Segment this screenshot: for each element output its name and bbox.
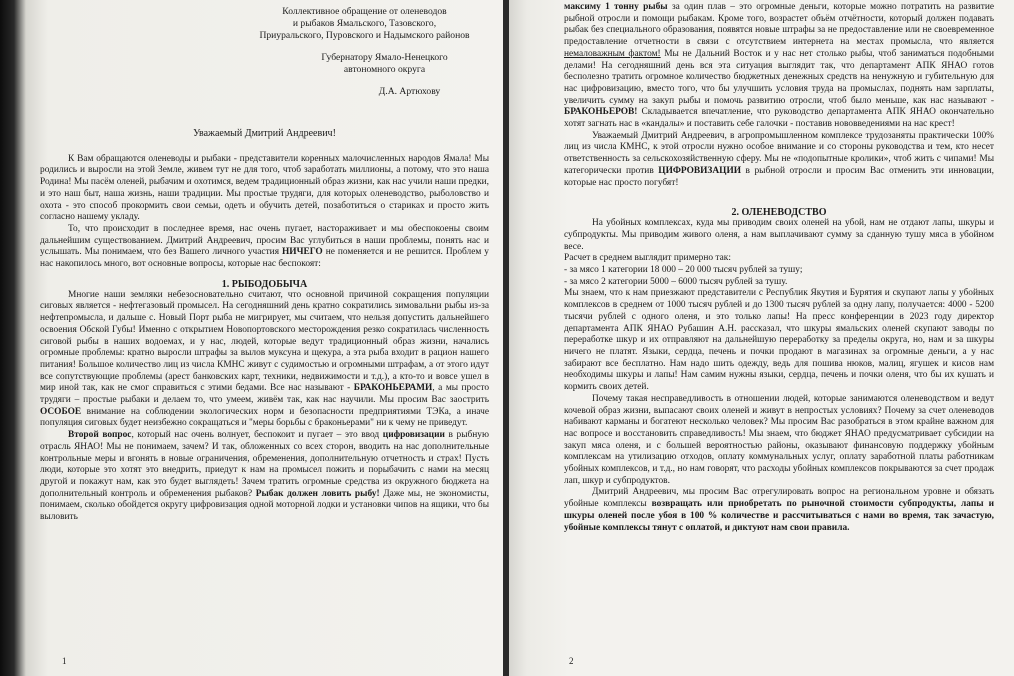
fishing-paragraph-2: Второй вопрос, который нас очень волнует, беспокоит и пугает – это ввод цифровизации в рыбную отрасль ЯНАО! Мы не понимаем, зачем? И так, обложенных со всех сторон, вводить на нас дополнительные контрольные меры и вгонять в новые ограничения, обременения, дополнительную отчетность и страх! Пусть люди, которые это хотят это внедрить, приедут к нам на промысел пожить и порыбачить с нами на месяц другой и покажут нам, как это будет выглядеть! Зачем тратить огромные средства из окружного бюджета на дополнительный контроль и обременения рыбаков? Рыбак должен ловить рыбу! Даже мы, не экономисты, понимаем, сколько обойдется округу цифровизация одной моторной лодки и установки чипов на ящики, что бы выловить — [40, 430, 489, 523]
section-title-reindeer: 2. ОЛЕНЕВОДСТВО — [731, 207, 827, 219]
addressee-line: и рыбаков Ямальского, Тазовского, — [292, 18, 437, 29]
salutation: Уважаемый Дмитрий Андреевич! — [193, 128, 336, 139]
governor-line: Губернатору Ямало-Ненецкого — [321, 52, 448, 63]
digitalization-paragraph: Уважаемый Дмитрий Андреевич, в агропромышленном комплексе трудозаняты практически 100% лиц из числа КМНС, к этой отросли нужно особое внимание и со стороны руководства и тем, кто несет ответственность за сельскохозяйственную сферу. Мы не «подопытные кролики», чтоб жить с чипами! Мы категорически против ЦИФРОВИЗАЦИИ в рыбной отросли и просим Вас отменить эти инновации, которые нас просто погубят! — [564, 130, 995, 188]
page-number: 2 — [569, 656, 574, 666]
addressee-line: Коллективное обращение от оленеводов — [282, 6, 447, 17]
intro-paragraph: К Вам обращаются оленеводы и рыбаки - представители коренных малочисленных народов Ямала! Мы родились и выросли на этой Земле, живем тут не для того, чтоб заработать миллионы, а потому, что это наша Родина! Мы пасём оленей, рыбачим и охотимся, ведем традиционный образ жизни, как нас учили наши предки, и это наш быт, наша жизнь, наши традиции. Мы простые трудяги, для которых оленеводство, рыболовство и охота - это способ прокормить свои семьи, одеть и обучить детей, позаботиться о стариках и просто жить согласно нашему укладу. — [40, 153, 489, 223]
governor-block — [280, 52, 489, 76]
price-list-item: - за мясо 2 категории 5000 – 6000 тысяч рублей за тушу. — [564, 276, 788, 287]
reindeer-request-paragraph: Дмитрий Андреевич, мы просим Вас отрегулировать вопрос на региональном уровне и обязать убойные комплексы возвращать или приобретать по рыночной стоимости субпродукты, лапы и шкуры оленей после убоя в 100 % количестве и рассчитываться с нами во время, так зачастую, убойные комплексы тянут с оплатой, и диктуют нам свои правила. — [564, 487, 994, 533]
governor-line: автономного округа — [343, 64, 426, 75]
reindeer-paragraph-1: На убойных комплексах, куда мы приводим своих оленей на убой, нам не отдают лапы, шкуры и субпродукты. Мы приводим живого оленя, а нам выплачивают сумму за сданную тушу мяса в убойном весе. — [564, 218, 994, 252]
reindeer-paragraph-2: Мы знаем, что к нам приезжают представители с Республик Якутия и Бурятия и скупают лапы у убойных комплексов в среднем от 1000 тысяч рублей и до 1300 тысяч рублей за одну лапу, получается: 4000 - 5200 тысячи рублей с одного оленя, и это только лапы! На пресс конференции в 2023 году директор департамента АПК ЯНАО Рубашин А.Н. рассказал, что шкуры ямальских оленей скупают заводы по переработке шкур и их отправляют на дальнейшую переработку за пределы округа, но, нам и за шкуры ничего не платят. Языки, сердца, печень и почки продают в магазинах за огромные деньги, а у нас забирают все бесплатно. Нам надо шить одежду, ведь для пошива нюков, малиц, ягушек и кисов нам необходимы шкуры и лапы! Нам самим нужны языки, сердца, печень и почки оленя, что бы их кушать и кормить своих детей. — [564, 288, 994, 393]
fishing-continuation-paragraph: максиму 1 тонну рыбы за один плав – это огромные деньги, которые можно потратить на развитие рыбной отросли и помощи рыбакам. Кроме того, возрастет объём отчётности, который должен подавать рыбак без специального образования, появятся новые штрафы за не предоставление или не своевременное предоставление отчетности в связи с отсутствием интернета на местах промысла, что является немаловажным фактом! Мы не Дальний Восток и у нас нет столько рыбы, чтоб заниматься подобными делами! На сегодняшний день вся эта ситуация выглядит так, что департамент АПК ЯНАО готов бесполезно тратить огромное количество бюджетных денежных средств на ненужную и губительную для нас цифровизацию, вместо того, что бы улучшить условия труда на промыслах, поднять нам зарплаты, увеличить сумму на закуп рыбы и помочь развитию отросли, чтоб было меньше, как нас называют - БРАКОНЬЕРОВ! Складывается впечатление, что руководство департамента АПК ЯНАО окончательно хотят загнать нас в «кандалы» и поставить себе галочки - поставив нововведениями на нас крест! — [564, 2, 995, 130]
governor-name: Д.А. Артюхову — [378, 86, 441, 97]
reindeer-paragraph-3: Почему такая несправедливость в отношении людей, которые занимаются оленеводством и ведут кочевой образ жизни, выпасают своих оленей и живут в непростых условиях? Почему за счет оленеводов набивают карманы и богатеют несколько человек? Мы просим Вас разобраться в этом крайне важном для нас вопросе и восстановить справедливость! Мы знаем, что бюджет ЯНАО предусматривает субсидии на закуп мяса оленя, и с большей вероятностью районы, оказывают финансовую поддержку убойным комплексам на утилизацию отходов, оплату коммунальных услуг, оплату заработной платы работникам убойных комплексов, и т.д., но нам говорят, что расходы убойных комплексов покрываются за счет продаж лап, шкур и субпродуктов. — [564, 393, 994, 486]
document-page-1 — [0, 0, 503, 676]
section-title-fishing: 1. РЫБОДОБЫЧА — [221, 278, 308, 290]
fishing-paragraph-1: Многие наши земляки небезосновательно считают, что основной причиной сокращения популяции сиговых является - нефтегазовый промысел. На сегодняшний день кратно сократились зимовальни рыбы из-за нефтепромысла, и дальше с. Новый Порт рыба не мигрирует, мы считаем, что нельзя допустить дальнейшего освоения Обской Губы! Именно с открытием Новопортовского месторождения резко сократилась численность сиговой рыбы в наших водоемах, и у нас, людей, которые ведут традиционный образ жизни, начались огромные проблемы: кратно выросли штрафы за вылов муксуна и щекура, а эта рыба входит в рацион нашего питания! Большое количество лиц из числа КМНС живут с судимостью и огромными штрафам, а от этого идут все сопутствующие проблемы (арест банковских карт, техники, недвижимости и т.д.), а кто-то и вовсе ушел в мир иной так, как не смог справиться с этими бедами. Все нас называют - БРАКОНЬЕРАМИ, а мы просто трудяги – простые рыбаки и делаем то, что умеем, живём так, как нас научили. Мы просим Вас заострить ОСОБОЕ внимание на соблюдении экологических норм и безопасности предприятиями ТЭКа, а иначе популяция сиговых будет неизбежно сокращаться и "меры борьбы с браконьерами" ни к чему не приведут. — [40, 289, 490, 429]
concern-paragraph: То, что происходит в последнее время, нас очень пугает, настораживает и мы обеспокоены своим дальнейшим существованием. Дмитрий Андреевич, просим Вас углубиться в наши проблемы, понять нас и услышать. Мы понимаем, что без Вашего личного участия НИЧЕГО не поменяется и не решится. Проблем у нас накопилось много, вот основные вопросы, которые нас беспокоят: — [40, 223, 489, 270]
price-list-item: - за мясо 1 категории 18 000 – 20 000 тысяч рублей за тушу; — [564, 265, 803, 276]
page-number: 1 — [62, 656, 67, 666]
addressee-block — [240, 6, 489, 42]
addressee-line: Приуральского, Пуровского и Надымского районов — [259, 30, 470, 41]
document-page-2 — [509, 0, 1014, 676]
price-calculation-label: Расчет в среднем выглядит примерно так: — [564, 253, 731, 264]
